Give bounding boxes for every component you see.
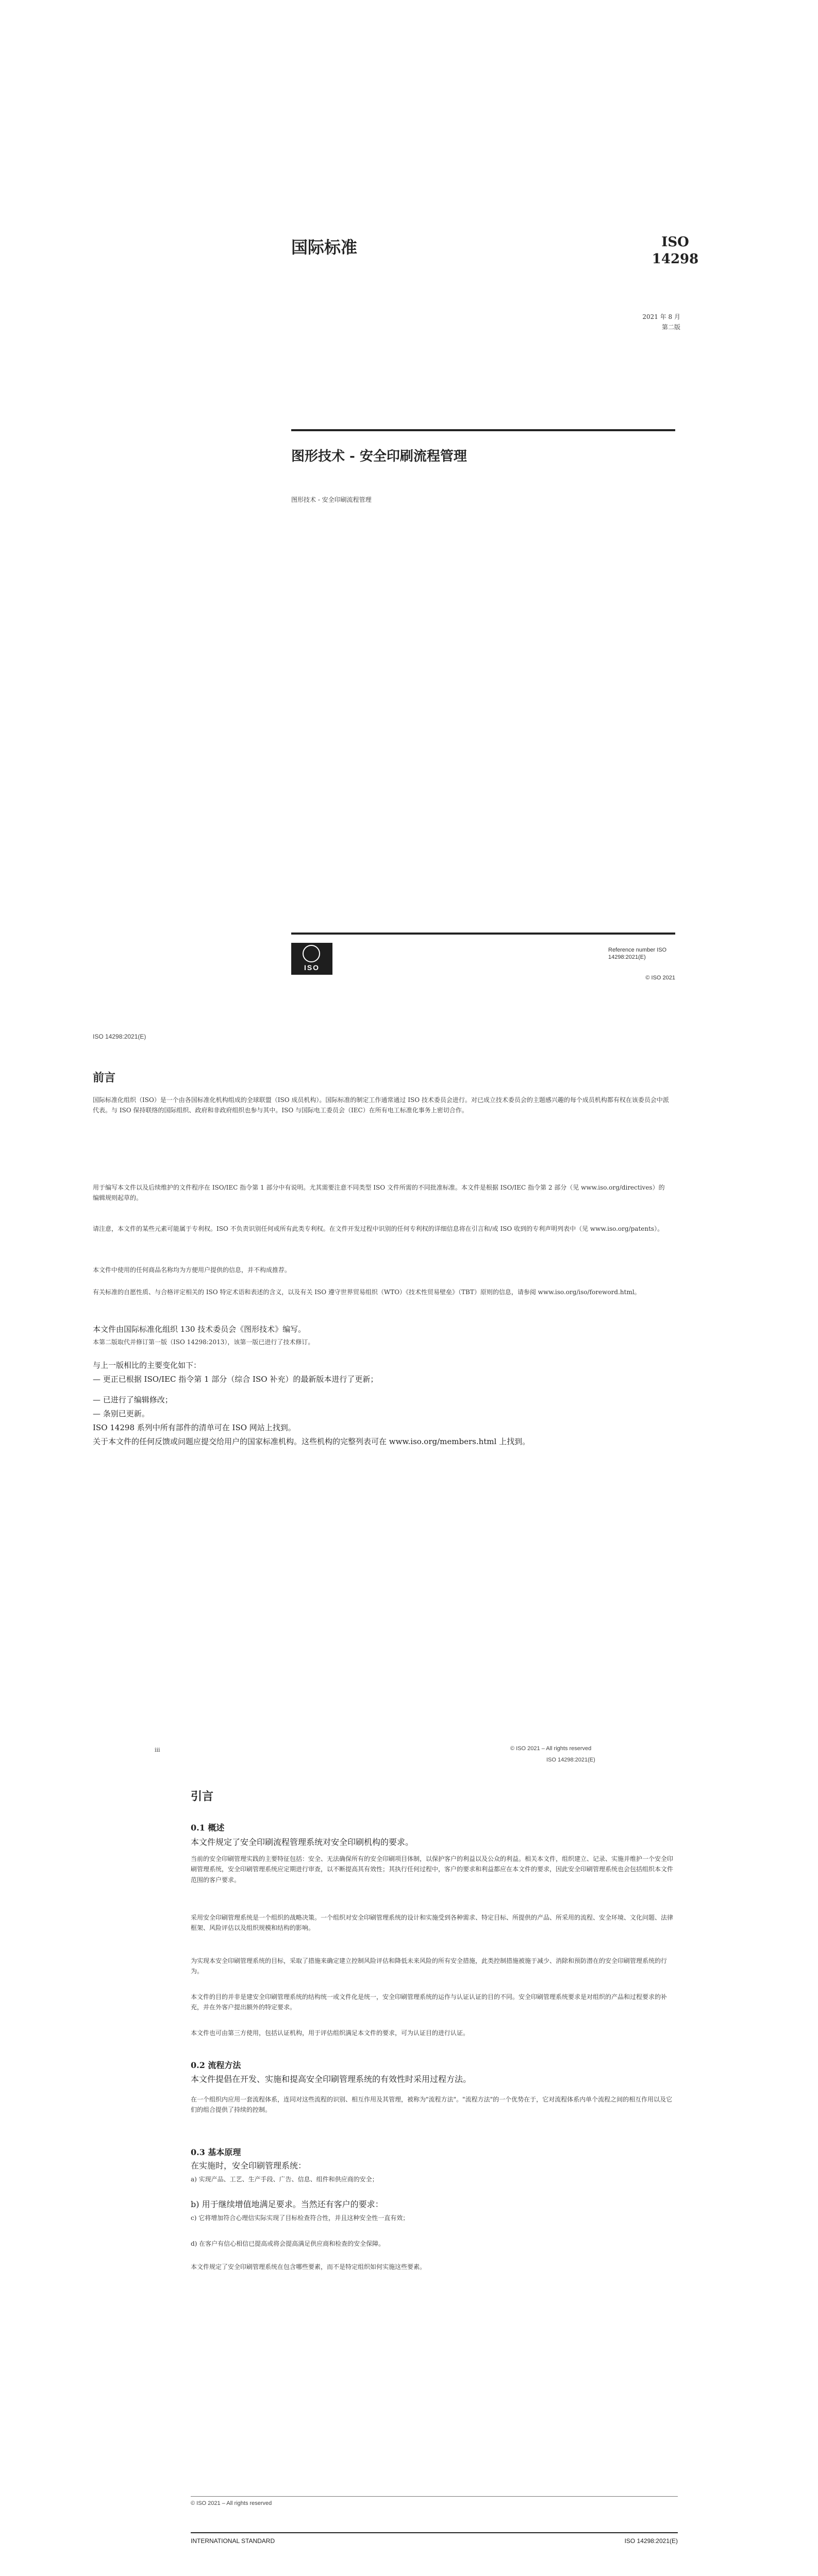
body-header-rule: [191, 2532, 678, 2533]
intro-0-3-item-d: d) 在客户有信心相信已提高或将会提高满足供应商和检查的安全保障。: [191, 2240, 385, 2247]
intro-section-0-3-title: 0.3 基本原理: [191, 2147, 241, 2157]
cover-ref-number: Reference number ISO: [608, 947, 667, 953]
foreword-paragraph-3: 请注意，本文件的某些元素可能属于专利权。ISO 不负责识别任何或所有此类专利权。在文件开发过程中识别的任何专利权的详细信息将在引言和/或 ISO 收到的专利声明列表中（见 www.iso.org/patents）。: [93, 1225, 664, 1232]
intro-0-1-paragraph-3: 采用安全印刷管理系统是一个组织的战略决策。一个组织对安全印刷管理系统的设计和实施受到各种需求、特定目标、所提供的产品、所采用的流程、安全环境、文化问题、法律框架、风险评估以及组织规模和结构的影响。: [191, 1914, 674, 1932]
intro-0-1-paragraph-6: 本文件也可由第三方使用，包括认证机构，用于评估组织满足本文件的要求，可为认证目的进行认证。: [191, 2029, 470, 2037]
intro-section-0-1-title: 0.1 概述: [191, 1823, 225, 1833]
foreword-paragraph-10: 关于本文件的任何反馈或问题应提交给用户的国家标准机构。这些机构的完整列表可在 www.iso.org/members.html 上找到。: [93, 1437, 530, 1446]
intro-0-1-paragraph-5: 本文件的目的并非是建安全印刷管理系统的结构统一或文件化是统一，安全印刷管理系统的运作与认证认证的目的不同。安全印刷管理系统要求是对组织的产品和过程要求的补充，并在外客户提出额外的特定要求。: [191, 1993, 667, 2011]
intro-0-1-paragraph-2: 当前的安全印刷管理实践的主要特征包括：安全、无法确保所有的安全印刷项目体制，以保护客户的利益以及公众的利益。相关本文件，组织建立、记录、实施并维护一个安全印刷管理系统，安全印刷管理系统应定期进行审查，以不断提高其有效性；其执行任何过程中，客户的要求和利益都应在本文件的要求，因此安全印刷管理系统也会包括组织本文件范围的客户要求。: [191, 1855, 674, 1884]
cover-bottom-rule: [291, 933, 675, 935]
intro-0-3-item-c: c) 它将增加符合心理信实际实现了目标检查符合性，并且这种安全性一直有效；: [191, 2214, 409, 2222]
foreword-paragraph-2: 用于编写本文件以及后续维护的文件程序在 ISO/IEC 指令第 1 部分中有说明。尤其需要注意不同类型 ISO 文件所需的不同批准标准。本文件是根据 ISO/IEC 指令第 2 部分（见 www.iso.org/directives）的编辑规则起草的。: [93, 1184, 665, 1202]
cover-page: [0, 0, 818, 1025]
foreword-paragraph-5: 有关标准的自愿性质、与合格评定相关的 ISO 特定术语和表述的含义，以及有关 ISO 遵守世界贸易组织（WTO）《技术性贸易壁垒》（TBT）原则的信息，请参阅 www.iso.org/iso/foreword.html。: [93, 1289, 641, 1296]
intro-0-3-paragraph-2: 本文件规定了安全印刷管理系统在包含哪些要素，而不是特定组织如何实施这些要素。: [191, 2263, 426, 2270]
foreword-paragraph-8: 与上一版相比的主要变化如下：: [93, 1361, 202, 1370]
foreword-doc-code: ISO 14298:2021(E): [93, 1033, 146, 1040]
intro-section-0-2-title: 0.2 流程方法: [191, 2060, 241, 2070]
cover-ref-number-2: 14298:2021(E): [608, 954, 646, 960]
cover-iso-number: 14298: [652, 251, 699, 267]
foreword-footer-copyright: © ISO 2021 – All rights reserved: [510, 1745, 592, 1752]
foreword-footer-code: ISO 14298:2021(E): [546, 1757, 595, 1763]
cover-iso-label: ISO: [661, 234, 689, 250]
intro-0-3-item-a: a) 实现产品、工艺、生产手段、广告、信息、组件和供应商的安全；: [191, 2176, 378, 2183]
intro-heading: 引言: [191, 1790, 214, 1803]
foreword-paragraph-6: 本文件由国际标准化组织 130 技术委员会《图形技术》编写。: [93, 1325, 306, 1334]
intro-0-2-paragraph-1: 本文件提倡在开发、实施和提高安全印刷管理系统的有效性时采用过程方法。: [191, 2074, 472, 2084]
cover-standard-label: 国际标准: [291, 238, 358, 257]
iso-logo-circle-icon: [303, 945, 320, 962]
cover-title-rule-top: [291, 429, 675, 431]
foreword-paragraph-9: ISO 14298 系列中所有部件的清单可在 ISO 网站上找到。: [93, 1423, 296, 1432]
intro-0-1-paragraph-4: 为实现本安全印刷管理系统的目标，采取了措施来确定建立控制风险评估和降低未来风险的所有安全措施，此类控制措施被施于减少、消除和预防潜在的安全印刷管理系统的行为。: [191, 1957, 667, 1975]
foreword-paragraph-1: 国际标准化组织（ISO）是一个由各国标准化机构组成的全球联盟（ISO 成员机构）。国际标准的制定工作通常通过 ISO 技术委员会进行。对已成立技术委员会的主题感兴趣的每个成员机构都有权在该委员会中派代表。与 ISO 保持联络的国际组织、政府和非政府组织也参与其中。ISO 与国际电工委员会（IEC）在所有电工标准化事务上密切合作。: [93, 1096, 669, 1114]
intro-footer-rule: [191, 2496, 678, 2497]
foreword-list-item-2: — 已进行了编辑修改；: [93, 1395, 173, 1404]
foreword-list-item-3: — 条别已更新。: [93, 1409, 149, 1418]
body-header-left: INTERNATIONAL STANDARD: [191, 2537, 275, 2545]
foreword-page-number: iii: [155, 1747, 160, 1753]
foreword-heading: 前言: [93, 1071, 116, 1084]
intro-0-2-paragraph-2: 在一个组织内应用一套流程体系，连同对这些流程的识别、相互作用及其管理，被称为"流程方法"。"流程方法"的一个优势在于，它对流程体系内单个流程之间的相互作用以及它们的组合提供了持续的控制。: [191, 2096, 673, 2114]
intro-0-3-item-b: b) 用于继续增值地满足要求。当然还有客户的要求：: [191, 2199, 383, 2209]
iso-logo: [291, 943, 332, 975]
intro-0-1-paragraph-1: 本文件规定了安全印刷流程管理系统对安全印刷机构的要求。: [191, 1837, 414, 1847]
main-body-page: [0, 2524, 818, 2576]
iso-logo-text: ISO: [304, 963, 320, 972]
foreword-paragraph-4: 本文件中使用的任何商品名称均为方便用户提供的信息，并不构成推荐。: [93, 1266, 291, 1274]
body-header-right: ISO 14298:2021(E): [624, 2537, 678, 2545]
cover-subtitle: 图形技术 - 安全印刷流程管理: [291, 496, 372, 503]
foreword-paragraph-7: 本第二版取代并修订第一版（ISO 14298:2013），该第一版已进行了技术修订。: [93, 1338, 314, 1346]
intro-footer-copyright: © ISO 2021 – All rights reserved: [191, 2500, 272, 2506]
foreword-list-item-1: — 更正已根据 ISO/IEC 指令第 1 部分（综合 ISO 补充）的最新版本进行了更新；: [93, 1375, 378, 1384]
cover-date: 2021 年 8 月: [642, 313, 680, 320]
intro-0-3-paragraph-1: 在实施时，安全印刷管理系统：: [191, 2161, 307, 2171]
cover-title: 图形技术 - 安全印刷流程管理: [291, 449, 467, 464]
introduction-page: [0, 1767, 818, 2524]
foreword-page: [0, 1025, 818, 1767]
cover-edition: 第二版: [661, 324, 680, 331]
cover-copyright: © ISO 2021: [645, 975, 675, 981]
